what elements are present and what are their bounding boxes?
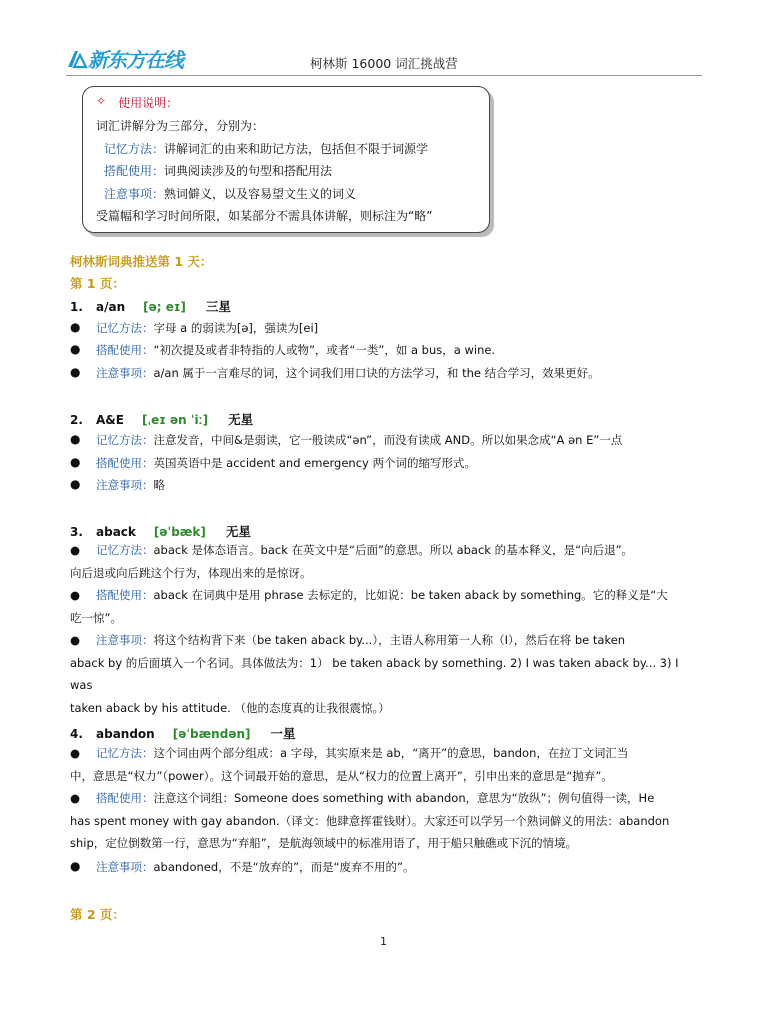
- bullet-icon: ●: [70, 320, 81, 334]
- memory-label: 记忆方法：: [96, 543, 154, 557]
- entry-3-memory: [70, 539, 702, 584]
- entry-word: abandon: [96, 727, 155, 741]
- usage-label: 搭配使用：: [104, 164, 165, 178]
- entry-stars: 三星: [205, 299, 231, 314]
- entry-2-header: [70, 410, 253, 428]
- entry-1-memory: [70, 320, 318, 336]
- entry-number: 2.: [70, 413, 83, 427]
- logo-icon: [66, 49, 88, 69]
- bullet-icon: ●: [70, 543, 81, 557]
- entry-phonetic: [əˈbændən]: [172, 727, 251, 741]
- caution-text: a/an 属于一言难尽的词，这个词我们用口诀的方法学习，和 the 结合学习，效果更好。: [153, 366, 600, 380]
- caution-label: 注意事项：: [96, 860, 154, 874]
- bullet-icon: ●: [70, 588, 81, 602]
- entry-number: 3.: [70, 525, 83, 539]
- memory-text-cont: 向后退或向后跳这个行为，体现出来的是惊讶。: [70, 565, 312, 580]
- usage-label: 搭配使用：: [96, 791, 154, 805]
- header-logo: [66, 44, 183, 73]
- entry-phonetic: [ˌeɪ ən ˈiː]: [141, 413, 209, 427]
- instruction-usage: [104, 162, 332, 179]
- caution-text: 将这个结构背下来（be taken aback by...），主语人称用第一人称（I），然后在将 be taken: [153, 633, 626, 647]
- caution-text-cont-2: taken aback by his attitude. （他的态度真的让我很震惊。）: [70, 700, 390, 715]
- sparkle-icon: ✧: [96, 94, 107, 108]
- entry-3-header: [70, 522, 251, 540]
- entry-4-memory: [70, 742, 702, 787]
- memory-text: 这个词由两个部分组成：a 字母，其实原来是 ab，“离开”的意思，bandon，在拉丁文词汇当: [153, 746, 629, 760]
- bullet-icon: ●: [70, 633, 81, 647]
- instruction-memory: [104, 140, 428, 157]
- memory-label: 记忆方法：: [104, 142, 165, 156]
- header-divider: [66, 75, 702, 76]
- entry-4-header: [70, 724, 296, 742]
- entry-1-caution: [70, 365, 600, 381]
- memory-text-cont: 中，意思是“权力”（power）。这个词最开始的意思，是从“权力的位置上离开”，引申出来的意思是“抛弃”。: [70, 768, 613, 783]
- usage-text: 英国英语中是 accident and emergency 两个词的缩写形式。: [153, 456, 476, 470]
- entry-number: 1.: [70, 300, 83, 314]
- page-2-title: 第 2 页：: [70, 907, 125, 922]
- instruction-title: 使用说明：: [118, 96, 179, 110]
- entry-2-memory: [70, 432, 622, 448]
- usage-text: 注意这个词组：Someone does something with abandon，意思为“放纵”；例句值得一读，He: [153, 791, 655, 805]
- entry-number: 4.: [70, 727, 83, 741]
- usage-desc: 词典阅读涉及的句型和搭配用法: [164, 164, 333, 178]
- page-1-title: 第 1 页：: [70, 276, 125, 291]
- usage-text: “初次提及或者非特指的人或物”，或者“一类”，如 a bus，a wine.: [153, 343, 496, 357]
- usage-text-cont-2: ship，定位倒数第一行，意思为“弃船”，是航海领域中的标准用语了，用于船只触礁或下沉的情境。: [70, 836, 578, 850]
- usage-text-cont: 吃一惊”。: [70, 610, 122, 625]
- bullet-icon: ●: [70, 455, 81, 469]
- bullet-icon: ●: [70, 477, 81, 491]
- memory-label: 记忆方法：: [96, 321, 154, 335]
- header-title: 柯林斯 16000 词汇挑战营: [310, 56, 458, 71]
- bullet-icon: ●: [70, 791, 81, 805]
- entry-word: a/an: [96, 300, 126, 314]
- memory-text: 注意发音，中间&是弱读，它一般读成“ən”，而没有读成 AND。所以如果念成“A ən E”一点: [153, 433, 623, 447]
- bullet-icon: ●: [70, 746, 81, 760]
- entry-4-usage: [70, 787, 702, 855]
- entry-word: A&E: [96, 413, 124, 427]
- instruction-footer: 受篇幅和学习时间所限，如某部分不需具体讲解，则标注为“略”: [96, 209, 433, 223]
- memory-text: aback 是体态语言。back 在英文中是“后面”的意思。所以 aback 的基本释义，是“向后退”。: [153, 543, 634, 557]
- usage-label: 搭配使用：: [96, 343, 154, 357]
- caution-label: 注意事项：: [96, 478, 154, 492]
- entry-stars: 无星: [228, 412, 254, 427]
- entry-1-header: [70, 297, 231, 315]
- entry-1-usage: [70, 342, 495, 358]
- instruction-title-row: [96, 94, 178, 111]
- bullet-icon: ●: [70, 432, 81, 446]
- caution-text-cont: aback by 的后面填入一个名词。具体做法为：1） be taken aback by something. 2) I was taken aback by... 3) I was: [70, 655, 679, 692]
- memory-label: 记忆方法：: [96, 746, 154, 760]
- caution-desc: 熟词僻义，以及容易望文生义的词义: [164, 187, 357, 201]
- caution-label: 注意事项：: [96, 366, 154, 380]
- caution-label: 注意事项：: [104, 187, 165, 201]
- entry-phonetic: [ə; eɪ]: [143, 300, 186, 314]
- caution-text: 略: [153, 478, 165, 492]
- caution-label: 注意事项：: [96, 633, 154, 647]
- caution-text: abandoned，不是“放弃的”，而是“废弃不用的”。: [153, 860, 415, 874]
- entry-4-caution: [70, 859, 415, 875]
- entry-phonetic: [əˈbæk]: [153, 525, 206, 539]
- memory-desc: 讲解词汇的由来和助记方法，包括但不限于词源学: [164, 142, 429, 156]
- usage-label: 搭配使用：: [96, 588, 154, 602]
- usage-text: aback 在词典中是用 phrase 去标定的，比如说：be taken aback by something。它的释义是“大: [153, 588, 668, 602]
- entry-3-caution: [70, 629, 702, 719]
- entry-3-usage: [70, 584, 702, 629]
- memory-label: 记忆方法：: [96, 433, 154, 447]
- usage-label: 搭配使用：: [96, 456, 154, 470]
- entry-2-usage: [70, 455, 476, 471]
- entry-2-caution: [70, 477, 165, 493]
- bullet-icon: ●: [70, 365, 81, 379]
- bullet-icon: ●: [70, 859, 81, 873]
- entry-stars: 无星: [225, 524, 251, 539]
- bullet-icon: ●: [70, 342, 81, 356]
- instruction-line-1: 词汇讲解分为三部分，分别为：: [96, 119, 265, 133]
- page-number: 1: [380, 935, 387, 948]
- usage-text-cont: has spent money with gay abandon.（译文：他肆意挥霍钱财）。大家还可以学另一个熟词僻义的用法：abandon: [70, 813, 670, 828]
- instruction-caution: [104, 185, 356, 202]
- entry-stars: 一星: [270, 726, 296, 741]
- entry-word: aback: [96, 525, 136, 539]
- memory-text: 字母 a 的弱读为[ə]，强读为[ei]: [153, 321, 319, 335]
- logo-text: 新东方在线: [88, 48, 183, 72]
- day-title: 柯林斯词典推送第 1 天：: [70, 254, 213, 269]
